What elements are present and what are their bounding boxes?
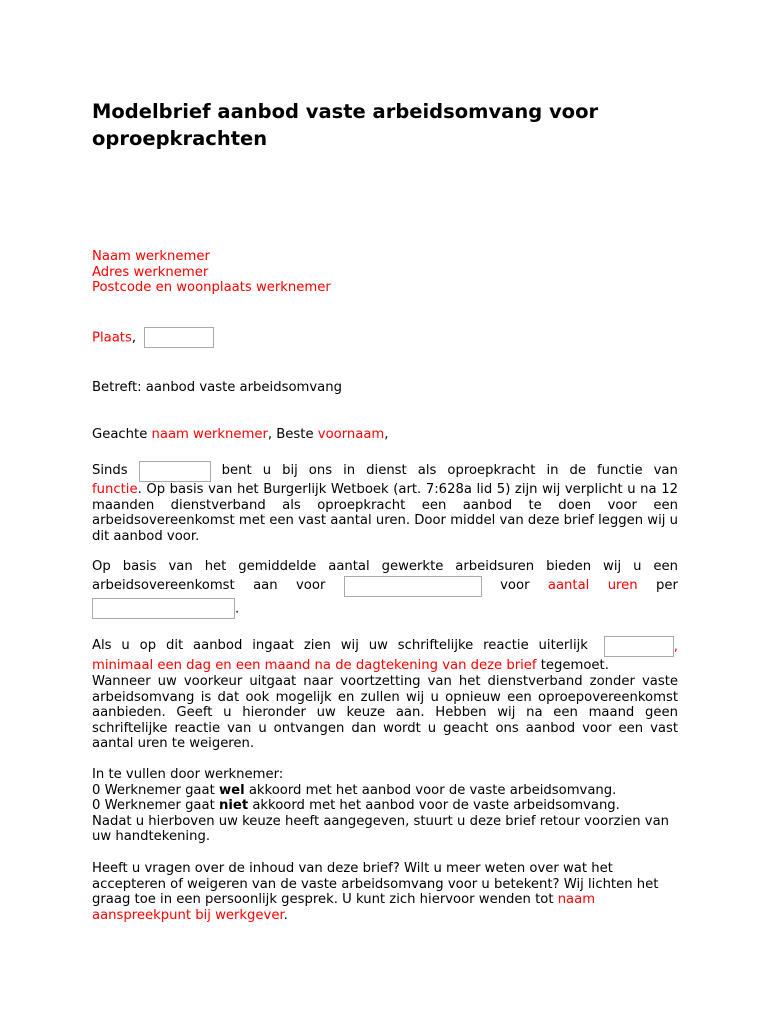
word: op [139, 638, 157, 654]
place-label: Plaats [92, 330, 132, 346]
option-text: 0 Werknemer gaat [92, 782, 219, 798]
hours-field[interactable] [344, 576, 482, 597]
address-city: Postcode en woonplaats werknemer [92, 280, 331, 296]
word: als [417, 463, 437, 479]
p3-body: Wanneer uw voorkeur uitgaat naar voortzetting van het dienstverband zonder vaste arbeidsomvang is dat ook mogelijk en zullen wij u opnieuw een oproepovereenkomst aanbieden. Geeft u hieronder uw keuze aan. Hebben wij na een maand geen schriftelijke reactie van u ontvangen dan wordt u geacht ons aanbod voor een vast aantal uren te weigeren. [92, 674, 678, 752]
word: bij [282, 463, 298, 479]
word: in [343, 463, 356, 479]
address-block [92, 249, 678, 296]
p2-line1: Op basis van het gemiddelde aantal gewerkte arbeidsuren bieden wij u een [92, 559, 678, 574]
p2-line3 [92, 598, 678, 619]
word: schriftelijke [397, 638, 474, 654]
p4-closing: Nadat u hierboven uw keuze heeft aangegeven, stuurt u deze brief retour voorzien van uw handtekening. [92, 813, 670, 845]
word: aan [253, 578, 278, 594]
word: reactie [483, 638, 529, 654]
p3-line1 [92, 635, 678, 657]
option-decline[interactable] [92, 798, 678, 814]
salutation-middle: , Beste [267, 427, 318, 442]
p5-end: . [283, 907, 288, 923]
option-accept[interactable] [92, 783, 678, 799]
p5-block [92, 861, 678, 923]
word: de [569, 463, 586, 479]
word: voor [500, 578, 530, 594]
word: Als [92, 638, 112, 654]
word: van [653, 463, 678, 479]
subject-line: Betreft: aanbod vaste arbeidsomvang [92, 380, 342, 395]
option-text: akkoord met het aanbod voor de vaste arbeidsomvang. [248, 798, 620, 814]
word: ingaat [252, 638, 294, 654]
option-bold: niet [218, 798, 249, 814]
word: uiterlijk [538, 638, 588, 654]
contact-placeholder: naam aanspreekpunt bij werkgever [92, 892, 596, 923]
deadline-description: minimaal een dag en een maand na de dagtekening van deze brief [92, 658, 537, 673]
address-street: Adres werknemer [92, 264, 209, 280]
word: per [656, 578, 678, 594]
period-field[interactable] [92, 598, 235, 619]
salutation-name: naam werknemer [151, 427, 268, 442]
p1-rest: . Op basis van het Burgerlijk Wetboek (art. 7:628a lid 5) zijn wij verplicht u na 12 maanden dienstverband als oproepkracht een aanbod te doen voor een arbeidsovereenkomst met een vast aantal uren. Door middel van deze brief leggen wij u dit aanbod voor. [92, 482, 678, 544]
option-text: akkoord met het aanbod voor de vaste arbeidsomvang. [244, 782, 617, 798]
option-bold: wel [218, 782, 245, 798]
p5-text: Heeft u vragen over de inhoud van deze brief? Wilt u meer weten over wat het accepteren of weigeren van de vaste arbeidsomvang voor u betekent? Wij lichten het graag toe in een persoonlijk gesprek. U kunt zich hiervoor wenden tot [92, 861, 659, 908]
p4-intro: In te vullen door werknemer: [92, 767, 284, 782]
p4-block [92, 767, 678, 845]
word: Sinds [92, 463, 128, 479]
start-date-field[interactable] [139, 461, 211, 482]
letter-title: Modelbrief aanbod vaste arbeidsomvang voor oproepkrachten [92, 100, 599, 150]
word: wij [340, 638, 359, 654]
date-field[interactable] [144, 327, 214, 348]
word: dit [165, 638, 184, 654]
p2-period: . [235, 601, 240, 617]
place-line [92, 327, 678, 348]
deadline-comma: , [673, 639, 678, 654]
word: functie [597, 463, 643, 479]
option-text: 0 Werknemer gaat [92, 798, 219, 814]
salutation-suffix: , [384, 427, 389, 442]
word: bent [221, 463, 252, 479]
deadline-field[interactable] [604, 636, 674, 657]
word: zien [303, 638, 331, 654]
p2-line2 [92, 575, 678, 597]
address-name: Naam werknemer [92, 249, 210, 264]
word: ons [308, 463, 333, 479]
word: u [262, 463, 272, 479]
word: aanbod [193, 638, 243, 654]
word: u [121, 638, 130, 654]
place-comma: , [131, 330, 137, 346]
word: uren [607, 578, 638, 594]
salutation [92, 427, 678, 443]
salutation-prefix: Geachte [92, 427, 152, 442]
word: aantal [547, 578, 590, 594]
word: dienst [366, 463, 407, 479]
p3-line2 [92, 658, 678, 674]
salutation-firstname: voornaam [317, 427, 385, 442]
word: arbeidsovereenkomst [92, 578, 235, 594]
word: uw [368, 638, 388, 654]
word: oproepkracht [447, 463, 536, 479]
word: in [546, 463, 559, 479]
p1-first-line [92, 460, 678, 482]
functie-placeholder: functie [92, 482, 138, 497]
p3-tegemoet: tegemoet. [536, 658, 609, 673]
p1-body [92, 482, 678, 544]
word: voor [296, 578, 326, 594]
